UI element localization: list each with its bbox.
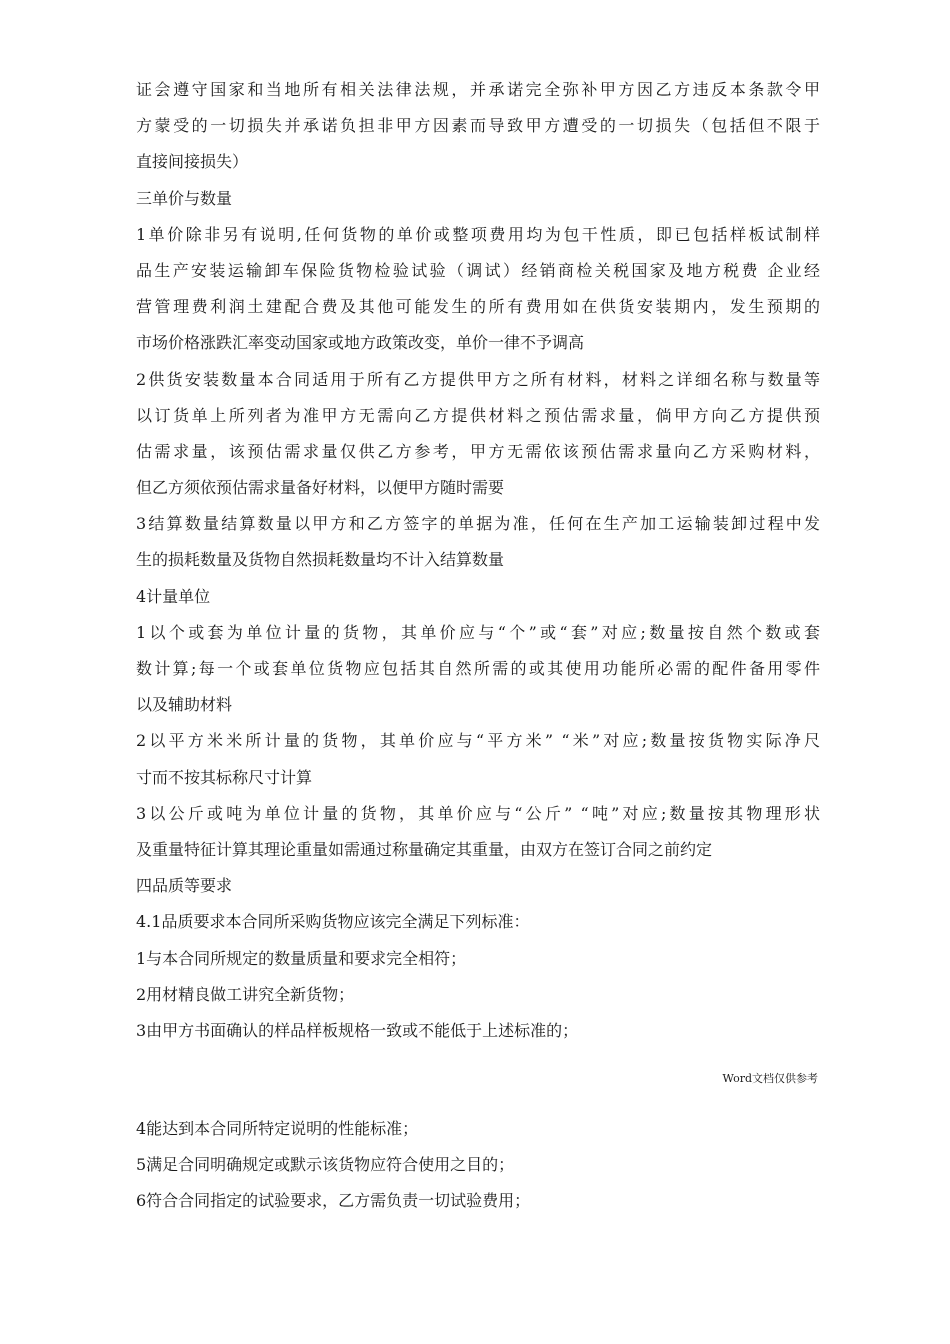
document-body-bottom <box>136 1111 820 1220</box>
text-line: 证会遵守国家和当地所有相关法律法规，并承诺完全弥补甲方因乙方违反本条款令甲 <box>136 80 820 99</box>
text-line: 5满足合同明确规定或默示该货物应符合使用之目的； <box>136 1155 515 1175</box>
text-line: 品生产安装运输卸车保险货物检验试验（调试）经销商检关税国家及地方税费 企业经 <box>136 260 820 280</box>
text-line: 4计量单位 <box>136 586 211 606</box>
text-line: 4能达到本合同所特定说明的性能标准； <box>136 1119 419 1138</box>
text-line: 生的损耗数量及货物自然损耗数量均不计入结算数量 <box>136 550 505 570</box>
text-line: 估需求量，该预估需求量仅供乙方参考，甲方无需依该预估需求量向乙方采购材料， <box>136 441 820 461</box>
text-line: 2用材精良做工讲究全新货物； <box>136 984 355 1004</box>
text-line: 寸而不按其标称尺寸计算 <box>136 767 313 787</box>
text-line: 数计算;每一个或套单位货物应包括其自然所需的或其使用功能所必需的配件备用零件 <box>136 659 820 678</box>
text-line: 2供货安装数量本合同适用于所有乙方提供甲方之所有材料，材料之详细名称与数量等 <box>136 369 820 389</box>
text-line: 以及辅助材料 <box>136 695 233 715</box>
text-line: 及重量特征计算其理论重量如需通过称量确定其重量，由双方在签订合同之前约定 <box>136 839 713 859</box>
text-line: 1以个或套为单位计量的货物，其单价应与“个”或“套”对应;数量按自然个数或套 <box>136 622 820 642</box>
text-line: 3结算数量结算数量以甲方和乙方签字的单据为准，任何在生产加工运输装卸过程中发 <box>136 514 820 534</box>
text-line: 2以平方米米所计量的货物，其单价应与“平方米” “米”对应;数量按货物实际净尺 <box>136 731 820 751</box>
text-line: 3以公斤或吨为单位计量的货物，其单价应与“公斤” “吨”对应;数量按其物理形状 <box>136 803 820 823</box>
text-line: 直接间接损失） <box>136 152 249 172</box>
text-line: 方蒙受的一切损失并承诺负担非甲方因素而导致甲方遭受的一切损失（包括但不限于 <box>136 116 820 136</box>
text-line: 3由甲方书面确认的样品样板规格一致或不能低于上述标准的； <box>136 1020 579 1040</box>
text-line: 市场价格涨跌汇率变动国家或地方政策改变，单价一律不予调高 <box>136 333 585 353</box>
text-line: 但乙方须依预估需求量备好材料，以便甲方随时需要 <box>136 478 505 498</box>
text-line: 6符合合同指定的试验要求，乙方需负责一切试验费用； <box>136 1191 531 1211</box>
text-line: 1与本合同所规定的数量质量和要求完全相符； <box>136 948 467 968</box>
text-line: 4.1品质要求本合同所采购货物应该完全满足下列标准： <box>136 912 530 932</box>
text-line: 营管理费利润土建配合费及其他可能发生的所有费用如在供货安装期内，发生预期的 <box>136 297 820 317</box>
text-line: 三单价与数量 <box>136 188 233 208</box>
page-footer-note: Word文档仅供参考 <box>722 1072 818 1085</box>
text-line: 1单价除非另有说明,任何货物的单价或整项费用均为包干性质，即已包括样板试制样 <box>136 224 820 244</box>
text-line: 四品质等要求 <box>136 876 233 896</box>
document-body-top <box>136 72 820 1049</box>
text-line: 以订货单上所列者为准甲方无需向乙方提供材料之预估需求量，倘甲方向乙方提供预 <box>136 405 820 425</box>
